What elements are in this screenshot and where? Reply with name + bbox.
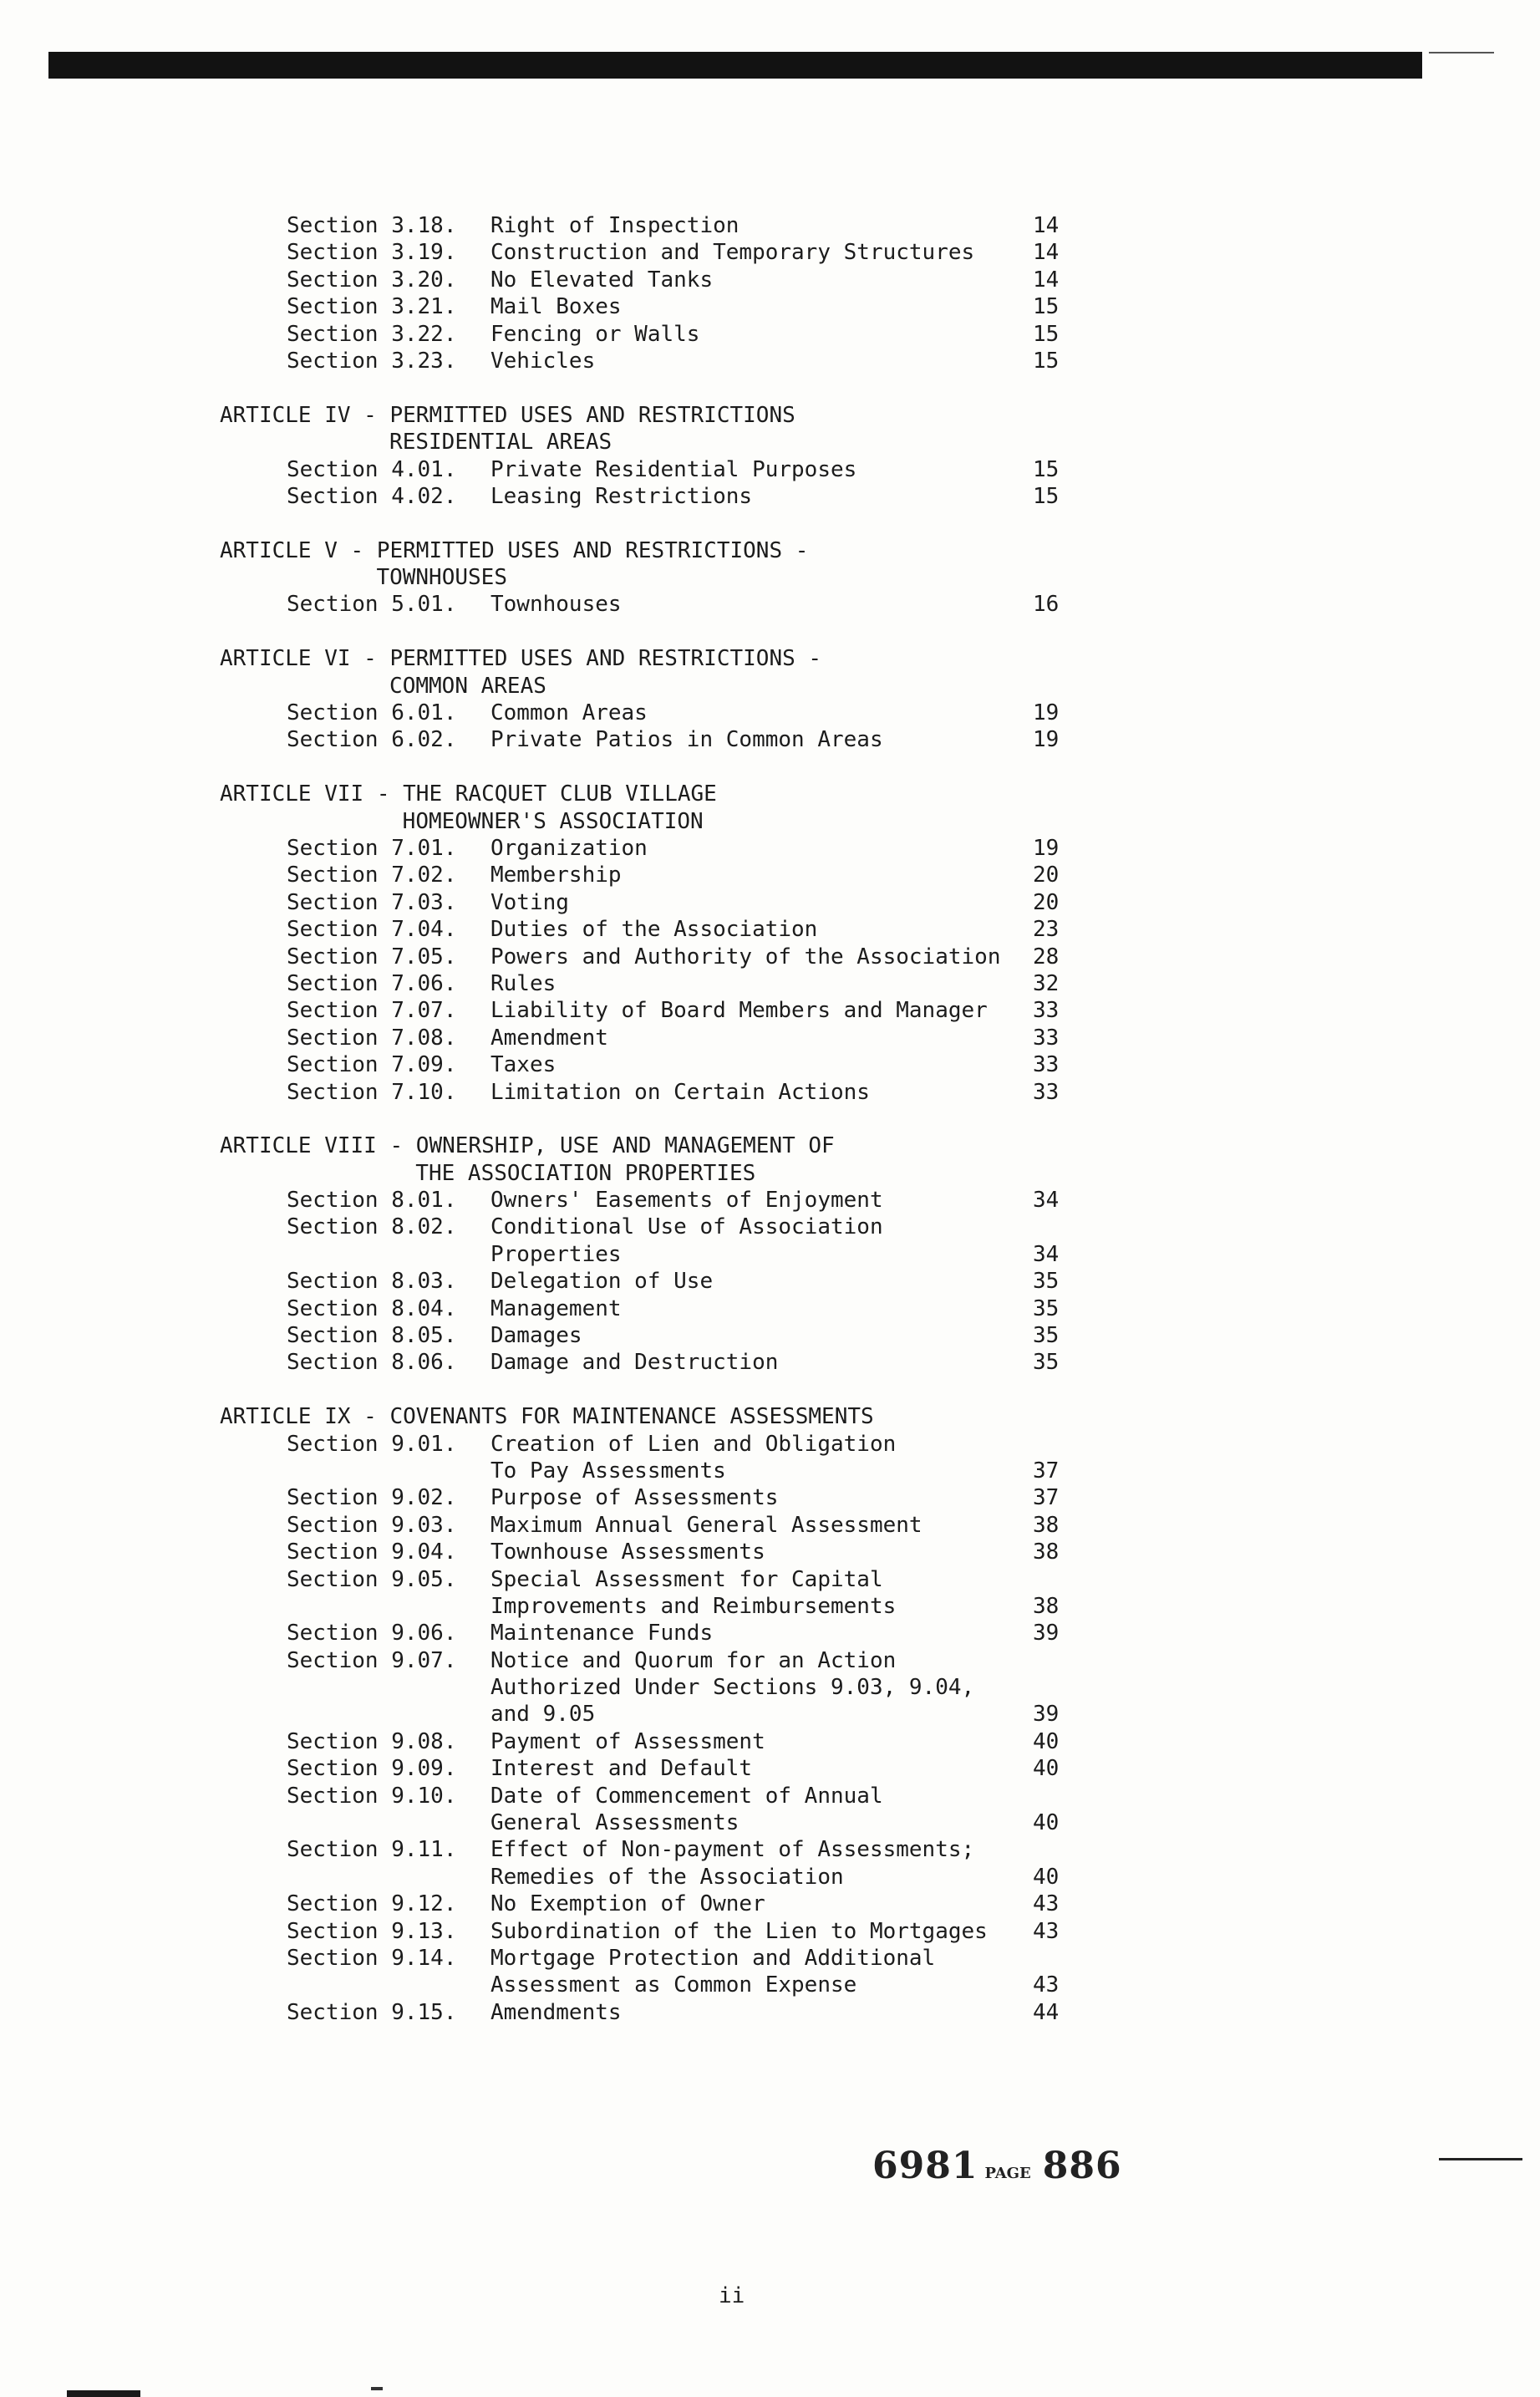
toc-spacer — [0, 510, 1540, 537]
section-title: Maintenance Funds — [490, 1621, 714, 1646]
section-page: 44 — [1033, 1999, 1060, 2025]
toc-entry — [0, 1539, 1540, 1565]
section-title: Owners' Easements of Enjoyment — [490, 1188, 883, 1214]
toc-entry — [0, 293, 1540, 320]
toc-entry — [0, 1674, 1540, 1701]
toc-entry — [0, 1945, 1540, 1972]
section-page: 33 — [1033, 1052, 1060, 1078]
section-page: 16 — [1033, 592, 1060, 618]
toc-entry — [0, 1783, 1540, 1809]
article-title: HOMEOWNER'S ASSOCIATION — [402, 808, 704, 834]
section-title: Rules — [490, 970, 557, 996]
toc-entry — [0, 1701, 1540, 1728]
toc-entry — [0, 1268, 1540, 1295]
section-page: 19 — [1033, 700, 1060, 726]
section-page: 15 — [1033, 348, 1060, 374]
section-page: 38 — [1033, 1539, 1060, 1565]
section-title: Liability of Board Members and Manager — [490, 998, 988, 1024]
section-number: Section 9.03. — [287, 1512, 457, 1538]
section-page: 33 — [1033, 1079, 1060, 1105]
section-title: Damage and Destruction — [490, 1350, 779, 1376]
toc-entry — [0, 1025, 1540, 1051]
toc-entry — [0, 1593, 1540, 1620]
section-number: Section 3.20. — [287, 267, 457, 293]
section-number: Section 9.13. — [287, 1918, 457, 1944]
toc-entry — [0, 1322, 1540, 1349]
section-number: Section 9.02. — [287, 1485, 457, 1511]
toc-article-heading — [0, 537, 1540, 564]
article-title: ARTICLE V - PERMITTED USES AND RESTRICTIONS - — [220, 537, 809, 563]
section-number: Section 6.02. — [287, 727, 457, 753]
section-number: Section 7.10. — [287, 1079, 457, 1105]
toc-spacer — [0, 1106, 1540, 1132]
toc-entry — [0, 1241, 1540, 1268]
section-title: Private Patios in Common Areas — [490, 727, 883, 753]
section-page: 39 — [1033, 1621, 1060, 1646]
section-title: Assessment as Common Expense — [490, 1972, 857, 1998]
toc-spacer — [0, 374, 1540, 401]
section-title: Mortgage Protection and Additional — [490, 1946, 936, 1971]
section-title: Remedies of the Association — [490, 1864, 844, 1890]
section-title: Subordination of the Lien to Mortgages — [490, 1918, 988, 1944]
section-number: Section 6.01. — [287, 700, 457, 726]
toc-entry — [0, 1349, 1540, 1376]
toc-entry — [0, 1809, 1540, 1836]
section-title: Special Assessment for Capital — [490, 1566, 883, 1592]
section-number: Section 5.01. — [287, 592, 457, 618]
scan-edge-line — [1429, 52, 1494, 53]
toc-entry — [0, 1647, 1540, 1674]
section-title: Fencing or Walls — [490, 321, 700, 347]
section-number: Section 3.23. — [287, 348, 457, 374]
section-number: Section 8.06. — [287, 1350, 457, 1376]
section-title: Construction and Temporary Structures — [490, 240, 975, 266]
section-title: Membership — [490, 863, 622, 888]
section-title: Organization — [490, 835, 648, 861]
section-title: Authorized Under Sections 9.03, 9.04, — [490, 1675, 975, 1701]
toc-article-heading — [0, 1132, 1540, 1159]
section-title: Amendment — [490, 1025, 608, 1051]
section-title: Leasing Restrictions — [490, 483, 753, 509]
toc-entry — [0, 483, 1540, 510]
stamp-page-number: 886 — [1042, 2145, 1122, 2187]
section-title: Purpose of Assessments — [490, 1485, 779, 1511]
section-title: Date of Commencement of Annual — [490, 1783, 883, 1809]
toc-article-heading-cont — [0, 808, 1540, 835]
section-page: 43 — [1033, 1972, 1060, 1998]
section-page: 34 — [1033, 1188, 1060, 1214]
toc-entry — [0, 1295, 1540, 1322]
section-title: Townhouses — [490, 592, 622, 618]
section-page: 14 — [1033, 213, 1060, 238]
section-number: Section 8.05. — [287, 1323, 457, 1349]
section-number: Section 3.19. — [287, 240, 457, 266]
stamp-book-number: 6981 — [872, 2145, 978, 2187]
section-title: Common Areas — [490, 700, 648, 726]
toc-entry — [0, 1972, 1540, 1998]
section-number: Section 8.04. — [287, 1295, 457, 1321]
section-title: Voting — [490, 889, 569, 915]
toc-entry — [0, 1891, 1540, 1917]
section-number: Section 9.11. — [287, 1837, 457, 1863]
toc-entry — [0, 997, 1540, 1024]
toc-entry — [0, 1918, 1540, 1945]
section-page: 35 — [1033, 1350, 1060, 1376]
section-page: 38 — [1033, 1593, 1060, 1619]
article-title: ARTICLE IV - PERMITTED USES AND RESTRICTIONS — [220, 402, 795, 428]
section-number: Section 7.04. — [287, 917, 457, 943]
toc-article-heading-cont — [0, 429, 1540, 455]
section-page: 35 — [1033, 1269, 1060, 1295]
toc-entry — [0, 1728, 1540, 1755]
section-page: 14 — [1033, 240, 1060, 266]
toc-entry — [0, 835, 1540, 862]
toc-entry — [0, 1214, 1540, 1240]
toc-entry — [0, 1999, 1540, 2026]
section-page: 20 — [1033, 889, 1060, 915]
section-title: and 9.05 — [490, 1702, 596, 1728]
article-title: COMMON AREAS — [389, 673, 546, 699]
toc-entry — [0, 726, 1540, 753]
section-title: Powers and Authority of the Association — [490, 944, 1001, 969]
toc-entry — [0, 1051, 1540, 1078]
section-page: 38 — [1033, 1512, 1060, 1538]
section-page: 40 — [1033, 1756, 1060, 1782]
section-page: 15 — [1033, 294, 1060, 320]
section-title: Properties — [490, 1241, 622, 1267]
toc-article-heading-cont — [0, 1160, 1540, 1187]
toc-entry — [0, 1458, 1540, 1484]
section-page: 15 — [1033, 321, 1060, 347]
section-number: Section 9.09. — [287, 1756, 457, 1782]
toc-entry — [0, 1755, 1540, 1782]
section-title: No Exemption of Owner — [490, 1891, 765, 1917]
section-title: Amendments — [490, 1999, 622, 2025]
margin-rule — [1439, 2158, 1522, 2160]
section-title: Vehicles — [490, 348, 596, 374]
section-page: 28 — [1033, 944, 1060, 969]
section-number: Section 7.05. — [287, 944, 457, 969]
section-page: 37 — [1033, 1485, 1060, 1511]
toc-entry — [0, 267, 1540, 293]
toc-entry — [0, 862, 1540, 888]
article-title: THE ASSOCIATION PROPERTIES — [415, 1160, 756, 1186]
article-title: ARTICLE VI - PERMITTED USES AND RESTRICTIONS - — [220, 646, 822, 672]
section-page: 15 — [1033, 456, 1060, 482]
section-number: Section 8.02. — [287, 1214, 457, 1240]
toc-article-heading-cont — [0, 564, 1540, 591]
section-number: Section 9.15. — [287, 1999, 457, 2025]
section-number: Section 9.04. — [287, 1539, 457, 1565]
section-page: 33 — [1033, 1025, 1060, 1051]
section-title: Management — [490, 1295, 622, 1321]
section-page: 35 — [1033, 1295, 1060, 1321]
section-number: Section 7.02. — [287, 863, 457, 888]
toc-entry — [0, 1079, 1540, 1106]
toc-entry — [0, 456, 1540, 483]
toc-entry — [0, 1484, 1540, 1511]
section-number: Section 7.08. — [287, 1025, 457, 1051]
toc-entry — [0, 591, 1540, 618]
section-title: Private Residential Purposes — [490, 456, 857, 482]
section-number: Section 3.21. — [287, 294, 457, 320]
section-page: 40 — [1033, 1728, 1060, 1754]
section-page: 40 — [1033, 1864, 1060, 1890]
section-page: 20 — [1033, 863, 1060, 888]
section-number: Section 9.01. — [287, 1431, 457, 1457]
section-title: Mail Boxes — [490, 294, 622, 320]
section-title: General Assessments — [490, 1810, 740, 1836]
section-number: Section 3.22. — [287, 321, 457, 347]
toc-spacer — [0, 1377, 1540, 1403]
page-footer-number: ii — [719, 2283, 745, 2308]
section-number: Section 7.06. — [287, 970, 457, 996]
section-title: Townhouse Assessments — [490, 1539, 765, 1565]
section-title: Duties of the Association — [490, 917, 818, 943]
section-page: 15 — [1033, 483, 1060, 509]
toc-entry — [0, 700, 1540, 726]
section-number: Section 4.01. — [287, 456, 457, 482]
section-number: Section 3.18. — [287, 213, 457, 238]
section-page: 43 — [1033, 1918, 1060, 1944]
toc-entry — [0, 1187, 1540, 1214]
section-page: 39 — [1033, 1702, 1060, 1728]
toc-entry — [0, 970, 1540, 997]
section-page: 34 — [1033, 1241, 1060, 1267]
toc-article-heading — [0, 1403, 1540, 1430]
section-title: Effect of Non-payment of Assessments; — [490, 1837, 975, 1863]
section-page: 19 — [1033, 835, 1060, 861]
section-title: Delegation of Use — [490, 1269, 714, 1295]
section-page: 33 — [1033, 998, 1060, 1024]
toc-entry — [0, 1836, 1540, 1863]
section-number: Section 7.09. — [287, 1052, 457, 1078]
article-title: RESIDENTIAL AREAS — [389, 430, 612, 455]
toc-entry — [0, 1431, 1540, 1458]
section-number: Section 9.10. — [287, 1783, 457, 1809]
toc-entry — [0, 1512, 1540, 1539]
article-title: ARTICLE VII - THE RACQUET CLUB VILLAGE — [220, 781, 717, 807]
toc-article-heading — [0, 645, 1540, 672]
section-number: Section 9.05. — [287, 1566, 457, 1592]
toc-article-heading — [0, 781, 1540, 807]
section-number: Section 9.06. — [287, 1621, 457, 1646]
section-number: Section 9.08. — [287, 1728, 457, 1754]
toc-entry — [0, 1864, 1540, 1891]
article-title: ARTICLE IX - COVENANTS FOR MAINTENANCE ASSESSMENTS — [220, 1404, 874, 1430]
section-page: 19 — [1033, 727, 1060, 753]
section-title: Notice and Quorum for an Action — [490, 1647, 897, 1673]
section-title: Interest and Default — [490, 1756, 753, 1782]
section-page: 14 — [1033, 267, 1060, 293]
section-number: Section 7.03. — [287, 889, 457, 915]
table-of-contents — [0, 212, 1540, 2026]
scan-dash-mark — [371, 2387, 383, 2390]
section-title: Damages — [490, 1323, 582, 1349]
section-title: Creation of Lien and Obligation — [490, 1431, 897, 1457]
section-number: Section 8.03. — [287, 1269, 457, 1295]
section-title: Right of Inspection — [490, 213, 740, 238]
toc-entry — [0, 212, 1540, 239]
section-page: 23 — [1033, 917, 1060, 943]
section-number: Section 4.02. — [287, 483, 457, 509]
article-title: TOWNHOUSES — [376, 565, 507, 591]
toc-entry — [0, 321, 1540, 348]
section-title: No Elevated Tanks — [490, 267, 714, 293]
toc-entry — [0, 944, 1540, 970]
scan-corner-mark — [67, 2390, 140, 2397]
toc-entry — [0, 348, 1540, 374]
section-number: Section 9.07. — [287, 1647, 457, 1673]
stamp-page-label: PAGE — [984, 2165, 1031, 2182]
section-title: Payment of Assessment — [490, 1728, 765, 1754]
section-number: Section 9.12. — [287, 1891, 457, 1917]
section-title: Conditional Use of Association — [490, 1214, 883, 1240]
article-title: ARTICLE VIII - OWNERSHIP, USE AND MANAGEMENT OF — [220, 1133, 835, 1159]
section-title: Limitation on Certain Actions — [490, 1079, 870, 1105]
section-title: Improvements and Reimbursements — [490, 1593, 897, 1619]
section-title: To Pay Assessments — [490, 1458, 726, 1483]
toc-article-heading-cont — [0, 673, 1540, 700]
section-page: 35 — [1033, 1323, 1060, 1349]
toc-entry — [0, 916, 1540, 943]
section-page: 37 — [1033, 1458, 1060, 1483]
toc-entry — [0, 1620, 1540, 1646]
toc-entry — [0, 1566, 1540, 1593]
toc-entry — [0, 239, 1540, 266]
scan-top-bar — [48, 52, 1422, 79]
toc-spacer — [0, 754, 1540, 781]
toc-article-heading — [0, 402, 1540, 429]
section-title: Maximum Annual General Assessment — [490, 1512, 922, 1538]
section-page: 40 — [1033, 1810, 1060, 1836]
section-number: Section 8.01. — [287, 1188, 457, 1214]
recording-stamp — [872, 2145, 1122, 2187]
toc-entry — [0, 889, 1540, 916]
section-number: Section 7.01. — [287, 835, 457, 861]
section-title: Taxes — [490, 1052, 557, 1078]
toc-spacer — [0, 618, 1540, 645]
section-number: Section 9.14. — [287, 1946, 457, 1971]
section-number: Section 7.07. — [287, 998, 457, 1024]
section-page: 43 — [1033, 1891, 1060, 1917]
section-page: 32 — [1033, 970, 1060, 996]
